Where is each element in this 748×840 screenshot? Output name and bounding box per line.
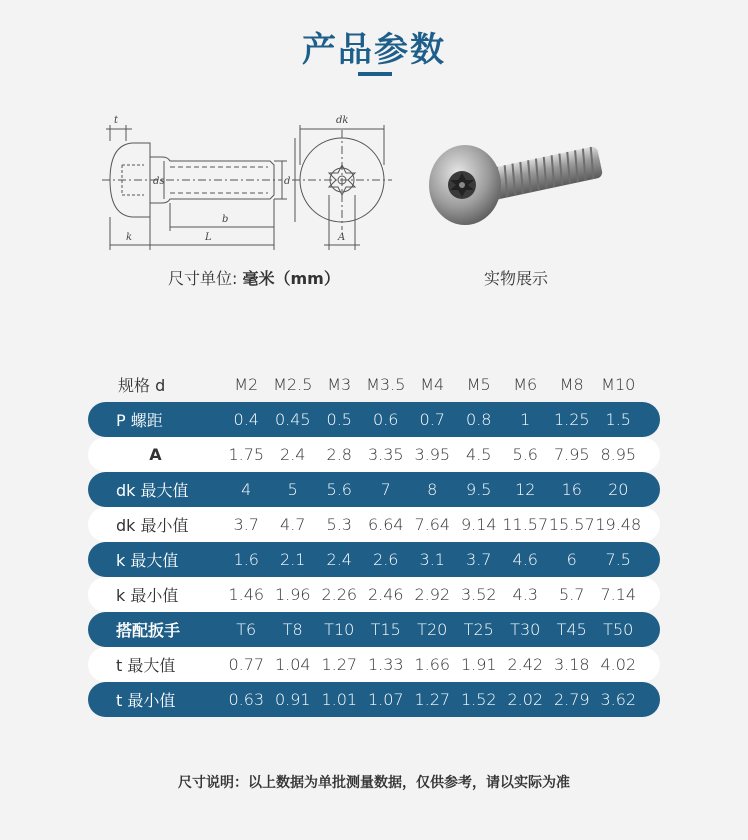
row-label: 搭配扳手 xyxy=(116,621,181,640)
table-cell: 2.42 xyxy=(507,655,544,674)
table-cell: 2.8 xyxy=(326,445,352,464)
table-cell: 0.91 xyxy=(274,690,311,709)
table-cell: 1.91 xyxy=(460,655,497,674)
header-cell: M8 xyxy=(559,375,584,394)
table-cell: 9.14 xyxy=(460,515,497,534)
table-cell: 5.3 xyxy=(326,515,352,534)
table-cell: 4.6 xyxy=(512,550,538,569)
table-cell: T30 xyxy=(510,620,541,639)
size-unit-caption xyxy=(168,266,340,289)
header-cell: M4 xyxy=(420,375,445,394)
table-cell: 12 xyxy=(515,480,536,499)
row-label: k 最大值 xyxy=(116,551,179,570)
size-unit-value: 毫米（mm） xyxy=(242,269,340,288)
table-cell: 1.75 xyxy=(228,445,265,464)
table-row xyxy=(88,507,660,542)
table-cell: 7 xyxy=(380,480,391,499)
table-cell: 1.6 xyxy=(233,550,259,569)
table-cell: 3.35 xyxy=(367,445,404,464)
header-cell: M2.5 xyxy=(273,375,313,394)
drawing-label-A: A xyxy=(338,232,346,243)
technical-drawing xyxy=(92,105,397,255)
table-cell: 0.45 xyxy=(274,410,311,429)
row-label: k 最小值 xyxy=(116,586,179,605)
table-cell: 2.92 xyxy=(414,585,451,604)
table-cell: 1 xyxy=(520,410,531,429)
table-cell: 0.5 xyxy=(326,410,352,429)
table-cell: 1.46 xyxy=(228,585,265,604)
table-cell: 0.4 xyxy=(233,410,259,429)
table-cell: 1.66 xyxy=(414,655,451,674)
table-cell: 3.7 xyxy=(466,550,492,569)
row-label: dk 最大值 xyxy=(116,481,189,500)
table-cell: 7.14 xyxy=(600,585,637,604)
table-cell: 2.79 xyxy=(553,690,590,709)
drawing-label-ds: ds xyxy=(153,176,165,187)
table-cell: 1.04 xyxy=(274,655,311,674)
table-cell: T8 xyxy=(282,620,303,639)
table-cell: 6 xyxy=(566,550,577,569)
drawing-label-b: b xyxy=(222,214,229,225)
table-cell: 1.27 xyxy=(321,655,358,674)
table-cell: 4 xyxy=(241,480,252,499)
table-cell: 2.4 xyxy=(280,445,306,464)
table-row xyxy=(88,542,660,577)
table-cell: 7.95 xyxy=(553,445,590,464)
photo-caption: 实物展示 xyxy=(484,269,549,288)
table-row xyxy=(88,612,660,647)
table-cell: 0.63 xyxy=(228,690,265,709)
table-cell: 16 xyxy=(561,480,582,499)
header-cell: M3 xyxy=(327,375,352,394)
table-row xyxy=(88,577,660,612)
header-cell: M10 xyxy=(601,375,636,394)
table-row xyxy=(88,472,660,507)
table-cell: 5.6 xyxy=(326,480,352,499)
drawing-label-k: k xyxy=(126,232,133,243)
table-header-row xyxy=(88,367,660,402)
table-cell: 4.02 xyxy=(600,655,637,674)
drawing-label-t: t xyxy=(114,115,119,126)
table-cell: 0.7 xyxy=(419,410,445,429)
header-cell: M3.5 xyxy=(366,375,406,394)
table-cell: 19.48 xyxy=(595,515,642,534)
table-row xyxy=(88,647,660,682)
table-cell: T15 xyxy=(370,620,401,639)
page-title: 产品参数 xyxy=(302,30,446,70)
table-cell: 1.5 xyxy=(605,410,631,429)
header-cell: M2 xyxy=(234,375,259,394)
table-cell: 3.62 xyxy=(600,690,637,709)
drawing-label-dk: dk xyxy=(336,115,349,126)
table-cell: 1.27 xyxy=(414,690,451,709)
size-unit-prefix: 尺寸单位: xyxy=(168,269,238,288)
table-cell: 7.5 xyxy=(605,550,631,569)
drawing-label-L: L xyxy=(205,232,212,243)
title-underline xyxy=(358,72,392,76)
header-cell: M6 xyxy=(513,375,538,394)
table-cell: 2.4 xyxy=(326,550,352,569)
table-cell: 2.02 xyxy=(507,690,544,709)
table-cell: 1.96 xyxy=(274,585,311,604)
table-cell: 8 xyxy=(427,480,438,499)
table-row xyxy=(88,402,660,437)
row-label: dk 最小值 xyxy=(116,516,189,535)
table-cell: 3.18 xyxy=(553,655,590,674)
table-cell: 3.52 xyxy=(460,585,497,604)
table-row xyxy=(88,682,660,717)
table-cell: 1.33 xyxy=(367,655,404,674)
table-cell: 1.07 xyxy=(367,690,404,709)
table-cell: 0.8 xyxy=(466,410,492,429)
spec-table xyxy=(88,367,660,717)
product-photo xyxy=(420,125,615,235)
table-cell: 4.5 xyxy=(466,445,492,464)
drawing-label-d: d xyxy=(284,176,291,187)
row-label: P 螺距 xyxy=(116,411,163,430)
row-label: A xyxy=(149,445,162,464)
table-cell: 15.57 xyxy=(548,515,595,534)
table-cell: T25 xyxy=(463,620,494,639)
table-cell: 9.5 xyxy=(466,480,492,499)
table-cell: 1.25 xyxy=(553,410,590,429)
table-cell: 1.01 xyxy=(321,690,358,709)
table-cell: T45 xyxy=(556,620,587,639)
table-cell: 5 xyxy=(287,480,298,499)
table-cell: T50 xyxy=(603,620,634,639)
row-label: t 最大值 xyxy=(116,656,176,675)
table-cell: 0.6 xyxy=(373,410,399,429)
header-label: 规格 d xyxy=(118,376,166,395)
table-cell: 1.52 xyxy=(460,690,497,709)
table-cell: 3.1 xyxy=(419,550,445,569)
table-cell: 3.7 xyxy=(233,515,259,534)
table-cell: 8.95 xyxy=(600,445,637,464)
table-cell: 5.7 xyxy=(559,585,585,604)
table-cell: 7.64 xyxy=(414,515,451,534)
table-cell: T6 xyxy=(236,620,257,639)
table-row xyxy=(88,437,660,472)
table-cell: 20 xyxy=(608,480,629,499)
table-cell: 4.7 xyxy=(280,515,306,534)
row-label: t 最小值 xyxy=(116,691,176,710)
table-cell: T10 xyxy=(324,620,355,639)
size-note: 尺寸说明：以上数据为单批测量数据，仅供参考，请以实际为准 xyxy=(178,775,570,791)
table-cell: 2.1 xyxy=(280,550,306,569)
table-cell: 2.26 xyxy=(321,585,358,604)
table-cell: 2.6 xyxy=(373,550,399,569)
table-cell: 2.46 xyxy=(367,585,404,604)
table-cell: 11.57 xyxy=(502,515,549,534)
table-cell: 5.6 xyxy=(512,445,538,464)
table-cell: 3.95 xyxy=(414,445,451,464)
table-cell: 6.64 xyxy=(367,515,404,534)
table-cell: T20 xyxy=(417,620,448,639)
table-cell: 4.3 xyxy=(512,585,538,604)
table-cell: 0.77 xyxy=(228,655,265,674)
header-cell: M5 xyxy=(466,375,491,394)
